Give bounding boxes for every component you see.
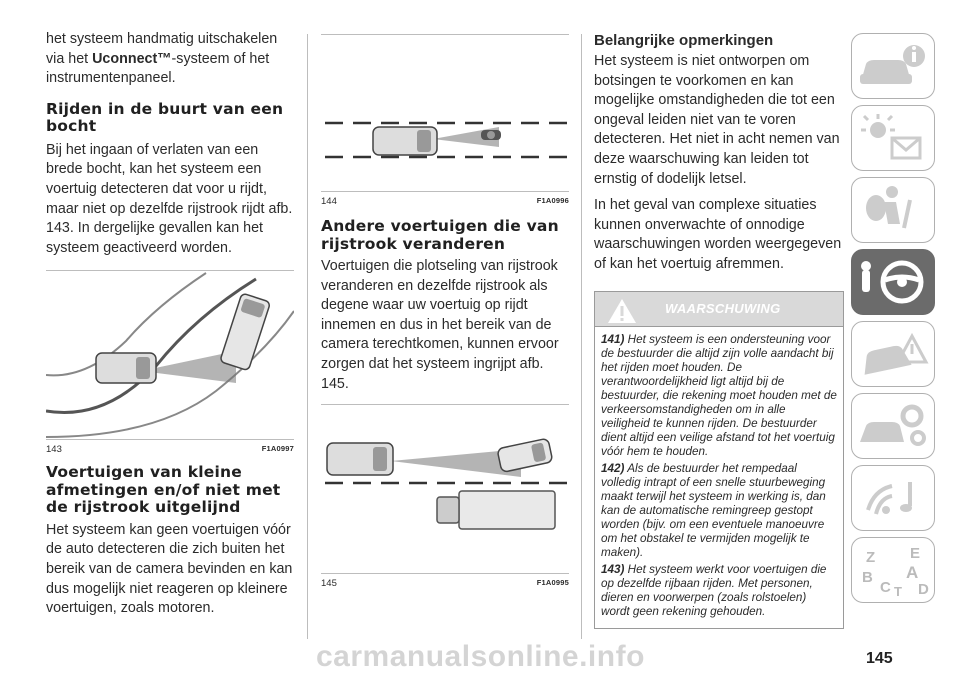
section-text-lane-change: Voertuigen die plotseling van rijstrook veranderen en dezelfde rijstrook als degene waar uw voertuig op rijdt innemen en dus in het bereik van de camera terechtkomen, kunnen ervoor zorgen dat het systeem ingrijpt afb. 145. (321, 258, 559, 392)
svg-text:E: E (910, 545, 921, 562)
figure-caption (321, 578, 569, 589)
warning-body (595, 326, 843, 628)
figure-caption (321, 196, 569, 207)
airbag-seat-icon (852, 178, 934, 242)
tab-maintenance[interactable] (851, 393, 935, 459)
section-title-lane-change: Andere voertuigen die van rijstrook veranderen (321, 217, 559, 253)
emergency-car-icon (852, 322, 934, 386)
important-notes-p1: Het systeem is niet ontworpen om botsingen te voorkomen en kan mogelijke omstandigheden die tot een ongeval leiden niet van te voren detecteren. Het niet in acht nemen van deze waarschuwing kan leiden tot ernstig of dodelijk letsel. (594, 53, 840, 187)
tab-safety[interactable] (851, 177, 935, 243)
alphabetical-index-icon (852, 538, 934, 602)
curve-illustration (46, 271, 294, 439)
section-title-small-vehicles: Voertuigen van kleine afmetingen en/of niet met de rijstrook uitgelijnd (46, 463, 281, 517)
section-text-small-vehicles: Het systeem kan geen voertuigen vóór de auto detecteren die zich buiten het bereik van de camera bevinden en kan dus mogelijk niet reageren op kleinere voertuigen, zoals motoren. (46, 521, 293, 617)
motorcycle-illustration (321, 35, 569, 191)
figure-number: 144 (321, 196, 337, 207)
figure-145 (321, 404, 569, 590)
warning-box (594, 291, 844, 629)
column-middle (321, 30, 569, 590)
tab-index[interactable] (851, 537, 935, 603)
watermark: carmanualsonline.info (316, 640, 645, 673)
intro-paragraph: het systeem handmatig uitschakelen via het Uconnect™-systeem of het instrumentenpaneel. (46, 31, 278, 87)
figure-144 (321, 34, 569, 207)
svg-text:C: C (880, 579, 891, 596)
lane-change-illustration (321, 405, 569, 573)
warning-title: WAARSCHUWING (665, 301, 781, 317)
tab-vehicle-info[interactable] (851, 33, 935, 99)
figure-number: 143 (46, 444, 62, 456)
svg-text:Z: Z (866, 549, 876, 566)
column-divider (581, 34, 582, 639)
warning-item-141: 141) Het systeem is een ondersteuning voor de bestuurder die altijd zijn volle aandacht bij het rijden moet houden. De verantwoordelijkheid ligt altijd bij de bestuurder, die rekening moet houden met de verkeersomstandigheden om in alle veiligheid te kunnen rijden. De bestuurder dient altijd een veilige afstand tot het voertuig vóór hem te houden. (601, 332, 837, 458)
section-title-curve: Rijden in de buurt van een bocht (46, 99, 284, 136)
brand-name: Uconnect™ (92, 50, 172, 67)
svg-text:T: T (894, 584, 902, 599)
maintenance-gears-icon (852, 394, 934, 458)
multimedia-icon (852, 466, 934, 530)
svg-text:D: D (918, 581, 929, 598)
svg-text:A: A (906, 563, 919, 582)
svg-text:B: B (862, 569, 873, 586)
chapter-tabs (851, 33, 939, 609)
column-left (46, 30, 294, 619)
tab-dashboard-lights[interactable] (851, 105, 935, 171)
car-info-icon (852, 34, 934, 98)
tab-emergency[interactable] (851, 321, 935, 387)
section-text-curve: Bij het ingaan of verlaten van een brede bocht, kan het systeem een voertuig detecteren dat voor u rijdt, maar niet op dezelfde rijstrook rijdt afb. 143. In dergelijke gevallen kan het systeem geactiveerd worden. (46, 141, 293, 256)
warning-header (595, 292, 843, 326)
warning-triangle-icon (607, 298, 637, 324)
steering-wheel-icon (852, 250, 934, 314)
page-number: 145 (866, 650, 893, 667)
column-right (594, 32, 844, 629)
warning-item-143: 143) Het systeem werkt voor voertuigen die op dezelfde rijbaan rijden. Met personen, dieren en voorwerpen (zoals rolstoelen) wordt geen rekening gehouden. (601, 562, 827, 618)
important-notes-title: Belangrijke opmerkingen (594, 32, 774, 49)
figure-caption (46, 444, 294, 455)
figure-code: F1A0995 (536, 578, 569, 588)
figure-code: F1A0997 (261, 444, 294, 454)
warning-item-142: 142) Als de bestuurder het rempedaal volledig intrapt of een snelle stuurbeweging maakt terwijl het systeem in werking is, dan kan de automatische remingreep gestopt worden (bijv. om een eventuele manoeuvre om het obstakel te vermijden mogelijk te maken). (601, 461, 826, 559)
figure-code: F1A0996 (536, 196, 569, 205)
column-divider (307, 34, 308, 639)
tab-multimedia[interactable] (851, 465, 935, 531)
warning-lights-icon (852, 106, 934, 170)
tab-starting-driving[interactable] (851, 249, 935, 315)
figure-143 (46, 270, 294, 456)
important-notes-p2: In het geval van complexe situaties kunnen onverwachte of onnodige waarschuwingen worden weergegeven of kan het voertuig afremmen. (594, 197, 842, 272)
figure-number: 145 (321, 578, 337, 590)
